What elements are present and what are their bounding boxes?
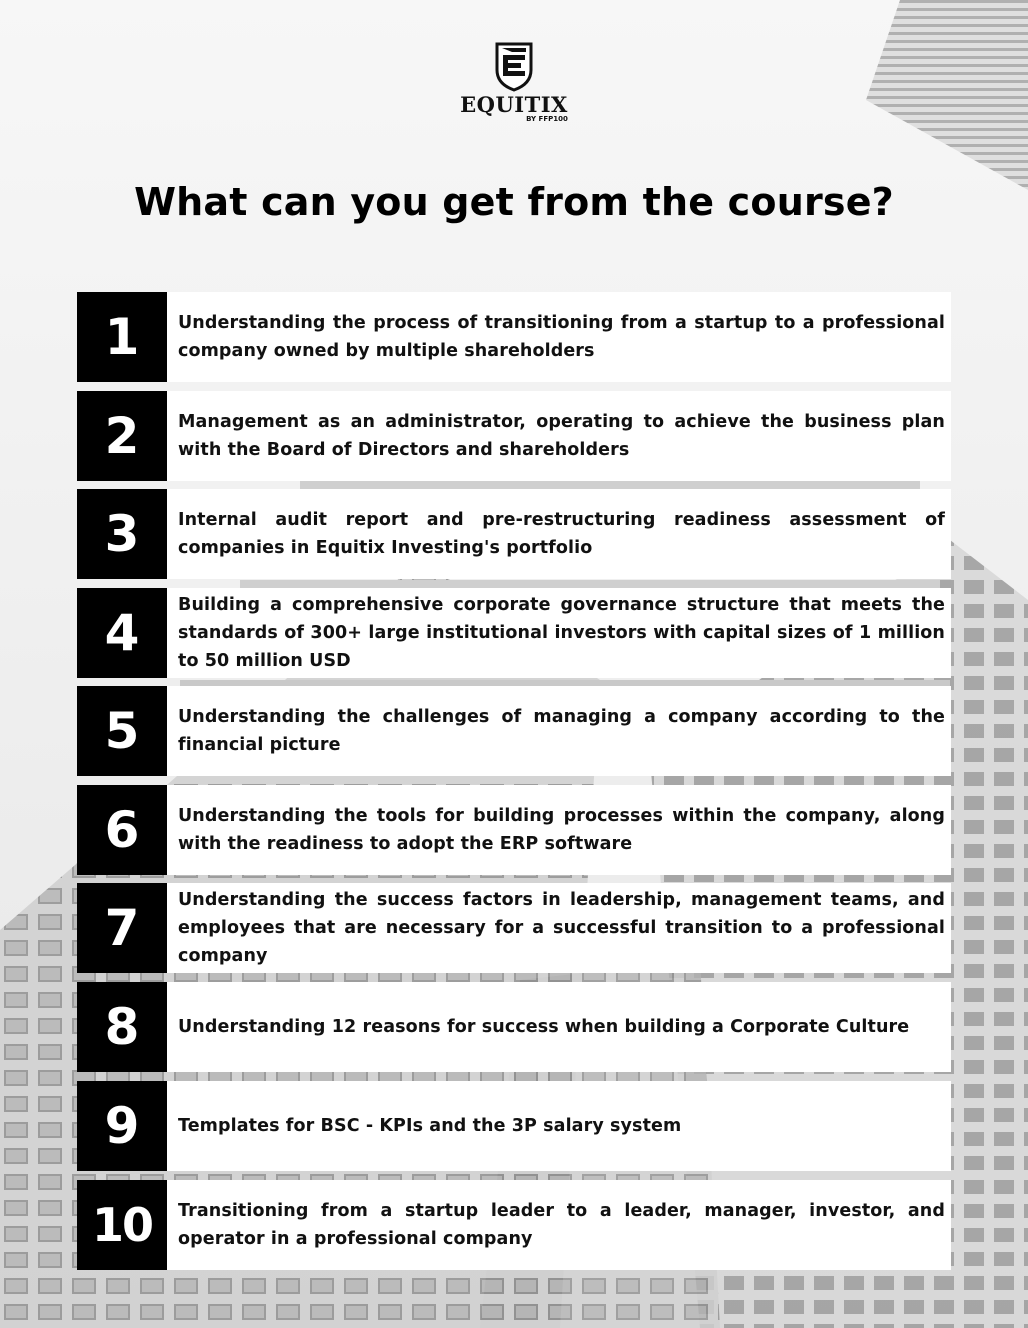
brand-name: EQUITIX	[460, 92, 568, 117]
item-text: Templates for BSC - KPIs and the 3P salary system	[178, 1116, 682, 1136]
item-number: 4	[77, 588, 167, 678]
list-item	[77, 489, 951, 579]
shield-e-logo-icon	[494, 40, 534, 92]
item-text-box	[167, 588, 951, 678]
item-text-box	[167, 292, 951, 382]
item-text: Management as an administrator, operating to achieve the business plan with the Board of Directors and shareholders	[178, 412, 945, 460]
list-item	[77, 588, 951, 678]
item-text: Building a comprehensive corporate governance structure that meets the standards of 300+ large institutional investors with capital sizes of 1 million to 50 million USD	[178, 595, 945, 671]
item-text-box	[167, 1180, 951, 1270]
list-item	[77, 292, 951, 382]
item-number: 9	[77, 1081, 167, 1171]
item-text-box	[167, 982, 951, 1072]
list-item	[77, 1180, 951, 1270]
item-number: 3	[77, 489, 167, 579]
item-text: Internal audit report and pre-restructuring readiness assessment of companies in Equitix Investing's portfolio	[178, 510, 945, 558]
list-item	[77, 982, 951, 1072]
brand-subtitle: BY FFP100	[526, 115, 568, 123]
item-text-box	[167, 489, 951, 579]
item-text: Understanding the success factors in leadership, management teams, and employees that are necessary for a successful transition to a professional company	[178, 890, 945, 966]
item-text: Understanding 12 reasons for success when building a Corporate Culture	[178, 1017, 910, 1037]
list-item	[77, 1081, 951, 1171]
item-text-box	[167, 1081, 951, 1171]
page-title: What can you get from the course?	[134, 180, 894, 224]
item-number: 1	[77, 292, 167, 382]
item-number: 7	[77, 883, 167, 973]
item-text-box	[167, 686, 951, 776]
brand-logo	[460, 40, 568, 124]
item-number: 8	[77, 982, 167, 1072]
brand-header	[0, 40, 1028, 125]
list-item	[77, 686, 951, 776]
item-text: Understanding the process of transitioning from a startup to a professional company owned by multiple shareholders	[178, 313, 945, 361]
list-item	[77, 391, 951, 481]
list-item	[77, 785, 951, 875]
item-text-box	[167, 883, 951, 973]
item-number: 10	[77, 1180, 167, 1270]
list-item	[77, 883, 951, 973]
item-number: 5	[77, 686, 167, 776]
item-text: Transitioning from a startup leader to a leader, manager, investor, and operator in a professional company	[178, 1201, 945, 1249]
item-text-box	[167, 785, 951, 875]
item-text: Understanding the challenges of managing a company according to the financial picture	[178, 707, 945, 755]
item-number: 2	[77, 391, 167, 481]
item-text: Understanding the tools for building processes within the company, along with the readiness to adopt the ERP software	[178, 806, 945, 854]
item-number: 6	[77, 785, 167, 875]
item-text-box	[167, 391, 951, 481]
